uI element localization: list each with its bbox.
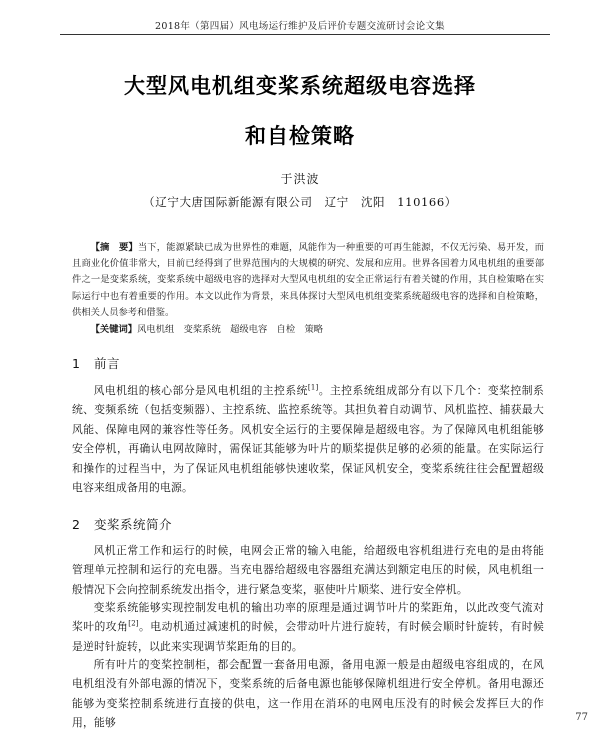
abstract: [72, 240, 544, 321]
section-2-paragraph-1: [72, 541, 544, 599]
running-header: 2018年（第四届）风电场运行维护及后评价专题交流研讨会论文集: [155, 21, 445, 32]
paragraph-text-cont: 。电动机通过减速机的时候，会带动叶片进行旋转，有时候会顺时针旋转，有时候是逆时针旋转，以此来实现调节桨距角的目的。: [72, 620, 544, 653]
header-rule: [60, 34, 550, 35]
abstract-text: 当下，能源紧缺已成为世界性的难题，风能作为一种重要的可再生能源，不仅无污染、易开发，而且商业化价值非常大，目前已经得到了世界范围内的大规模的研究、发展和应用。世界各国着力风电机组的重要部件之一是变桨系统，变桨系统中超级电容的选择对大型风电机组的安全正常运行有着关键的作用，其自检策略在实际运行中也有着重要的作用。本文以此作为背景，来具体探讨大型风电机组变桨系统超级电容的选择和自检策略，供相关人员参考和借鉴。: [72, 242, 544, 318]
paper-title-line-1: 大型风电机组变桨系统超级电容选择: [124, 74, 476, 98]
paragraph-text: 变桨系统能够实现控制发电机的输出功率的原理是通过调节叶片的桨距角，以此改变气流对桨叶的攻角: [72, 601, 544, 634]
paragraph-text: 所有叶片的变桨控制柜，都会配置一套备用电源，备用电源一般是由超级电容组成的，在风电机组没有外部电源的情况下，变桨系统的后备电源也能够保障机组进行安全停机。备用电源还能够为变桨控制系统进行直接的供电，这一作用在消环的电网电压没有的时候会发挥巨大的作用，能够: [72, 658, 544, 730]
paper-title-line-2: 和自检策略: [245, 124, 355, 148]
section-number: 1: [72, 356, 81, 371]
section-title: 前言: [94, 356, 121, 371]
section-number: 2: [72, 517, 81, 532]
keywords-text: 风电机组 变桨系统 超级电容 自检 策略: [137, 324, 324, 335]
affiliation: （辽宁大唐国际新能源有限公司 辽宁 沈阳 110166）: [143, 195, 457, 209]
author: 于洪波: [280, 172, 320, 186]
section-2-paragraph-2: [72, 598, 544, 656]
paragraph-text-cont: 。主控系统组成部分有以下几个：变桨控制系统、变频系统（包括变频器）、主控系统、监控系统等。其担负着自动调节、风机监控、捕获最大风能、保障电网的兼容性等任务。风机安全运行的主要保障是超级电容。为了保障风电机组能够安全停机，再确认电网故障时，需保证其能够为叶片的顺桨提供足够的必须的能量。在实际运行和操作的过程当中，为了保证风电机组能够快速收桨，保证风机安全，变桨系统往往会配置超级电容来组成备用的电源。: [72, 384, 544, 495]
citation-ref: [2]: [128, 619, 139, 628]
keywords: [72, 321, 544, 335]
page-number: 77: [575, 712, 588, 723]
section-title: 变桨系统简介: [94, 517, 173, 532]
section-heading-2: [72, 515, 172, 533]
paragraph-text: 风机正常工作和运行的时候，电网会正常的输入电能，给超级电容机组进行充电的是由将能管理单元控制和运行的充电器。当充电器给超级电容器组充满达到额定电压的时候，风电机组一般情况下会向控制系统发出指令，进行紧急变桨，驱使叶片顺桨、进行安全停机。: [72, 544, 544, 596]
citation-ref: [1]: [307, 383, 319, 392]
section-2-paragraph-3: [72, 655, 544, 733]
section-1-paragraph: [72, 381, 544, 497]
abstract-label: 【摘 要】: [90, 242, 138, 253]
keywords-label: 【关键词】: [90, 324, 138, 335]
section-heading-1: [72, 354, 120, 372]
paragraph-text: 风电机组的核心部分是风电机组的主控系统: [93, 384, 308, 397]
